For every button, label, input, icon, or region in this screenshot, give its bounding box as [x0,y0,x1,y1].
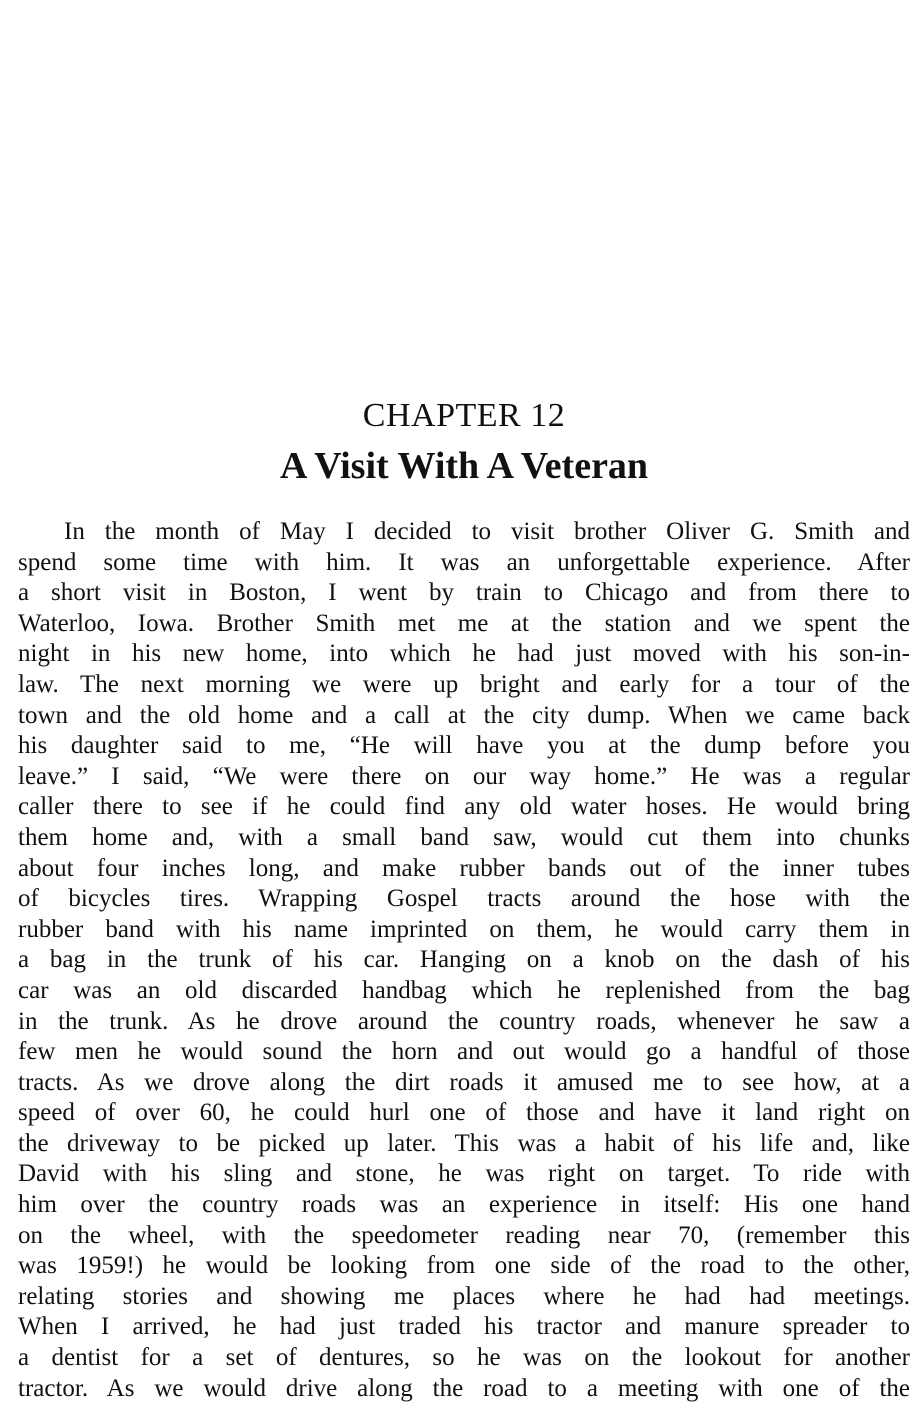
text-line: was 1959!) he would be looking from one side of the road to the other, [18,1252,910,1280]
text-line: in the trunk. As he drove around the country roads, whenever he saw a [18,1007,910,1035]
chapter-body [18,517,910,1404]
text-line: leave.” I said, “We were there on our way home.” He was a regular [18,762,910,790]
text-line: relating stories and showing me places where he had had meetings. [18,1282,910,1310]
text-line: town and the old home and a call at the city dump. When we came back [18,701,910,729]
text-line: a dentist for a set of dentures, so he was on the lookout for another [18,1344,910,1372]
text-line: on the wheel, with the speedometer reading near 70, (remember this [18,1221,910,1249]
text-line: a bag in the trunk of his car. Hanging on a knob on the dash of his [18,946,910,974]
text-line: few men he would sound the horn and out would go a handful of those [18,1038,910,1066]
text-line: him over the country roads was an experience in itself: His one hand [18,1191,910,1219]
book-page [18,0,910,1409]
text-line: a short visit in Boston, I went by train to Chicago and from there to [18,579,910,607]
text-line: spend some time with him. It was an unforgettable experience. After [18,548,910,576]
chapter-title: A Visit With A Veteran [279,445,649,487]
text-line: David with his sling and stone, he was right on target. To ride with [18,1160,910,1188]
text-line: When I arrived, he had just traded his tractor and manure spreader to [18,1313,910,1341]
text-line: caller there to see if he could find any old water hoses. He would bring [18,793,910,821]
text-line: speed of over 60, he could hurl one of those and have it land right on [18,1099,910,1127]
text-line: of bicycles tires. Wrapping Gospel tracts around the hose with the [18,885,910,913]
text-line: night in his new home, into which he had just moved with his son-in- [18,640,910,668]
text-line: In the month of May I decided to visit brother Oliver G. Smith and [64,518,910,545]
text-line: tracts. As we drove along the dirt roads it amused me to see how, at a [18,1068,910,1096]
text-line: law. The next morning we were up bright and early for a tour of the [18,670,910,698]
text-line: Waterloo, Iowa. Brother Smith met me at the station and we spent the [18,609,910,637]
text-line: them home and, with a small band saw, would cut them into chunks [18,823,910,851]
text-line: about four inches long, and make rubber bands out of the inner tubes [18,854,910,882]
text-line: rubber band with his name imprinted on them, he would carry them in [18,915,910,943]
text-line: car was an old discarded handbag which he replenished from the bag [18,976,910,1004]
chapter-number: CHAPTER 12 [362,397,566,434]
text-line: his daughter said to me, “He will have you at the dump before you [18,732,910,760]
text-line: the driveway to be picked up later. This was a habit of his life and, like [18,1129,910,1157]
text-line: tractor. As we would drive along the road to a meeting with one of the [18,1374,910,1402]
